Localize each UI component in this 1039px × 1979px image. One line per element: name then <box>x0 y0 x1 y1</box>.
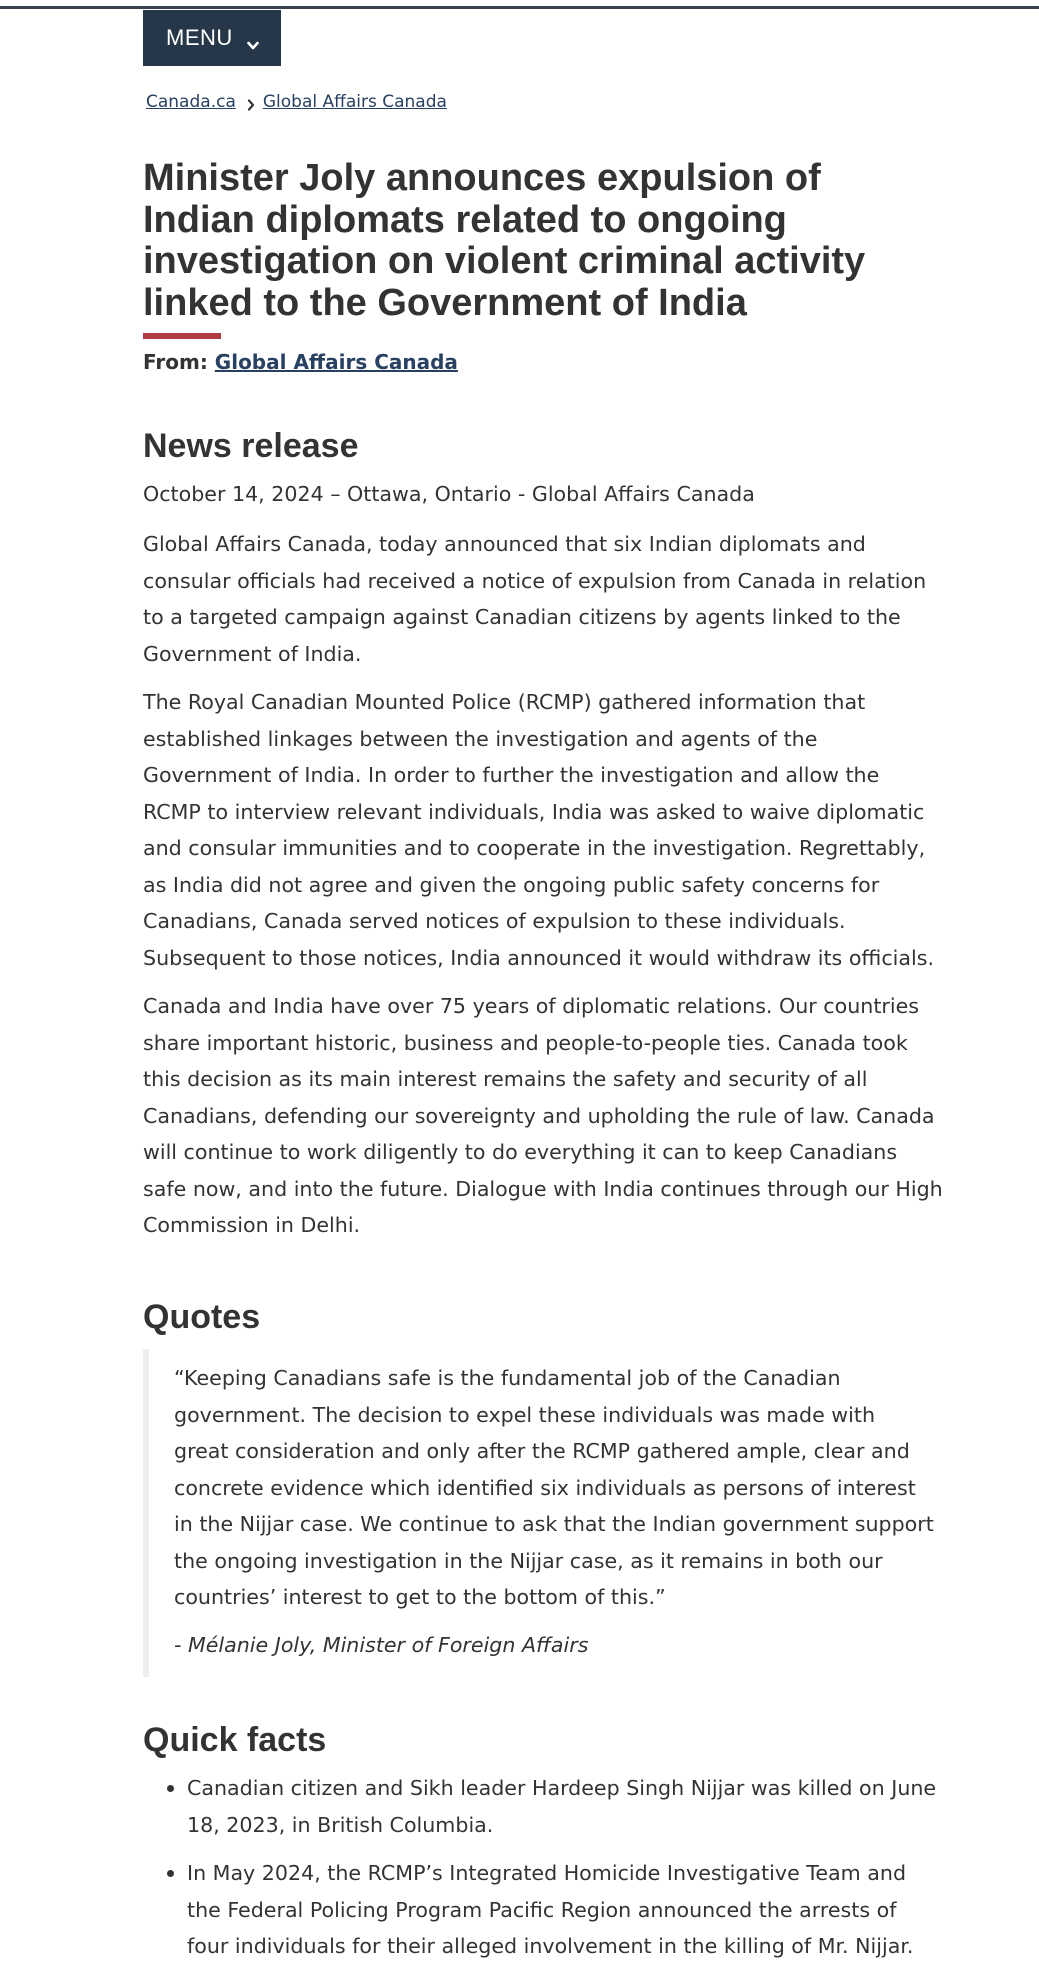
chevron-down-icon <box>247 31 257 41</box>
breadcrumb-link-canada[interactable]: Canada.ca <box>146 92 236 112</box>
page-title: Minister Joly announces expulsion of Indian diplomats related to ongoing investigation on violent criminal activity linked to the Government of India <box>143 157 866 324</box>
news-paragraph-1: Global Affairs Canada, today announced that six Indian diplomats and consular officials had received a notice of expulsion from Canada in relation to a targeted campaign against Canadian citizens by agents linked to the Government of India. <box>143 532 927 666</box>
fact-text: Canadian citizen and Sikh leader Hardeep Singh Nijjar was killed on June 18, 2023, in British Columbia. <box>187 1776 937 1837</box>
quote-text: “Keeping Canadians safe is the fundamental job of the Canadian government. The decision to expel these individuals was made with great consideration and only after the RCMP gathered ample, clear and concrete evidence which identified six individuals as persons of interest in the Nijjar case. We continue to ask that the Indian government support the ongoing investigation in the Nijjar case, as it remains in both our countries’ interest to get to the bottom of this.” <box>174 1366 934 1609</box>
news-paragraph-2: The Royal Canadian Mounted Police (RCMP) gathered information that established linkages between the investigation and agents of the Government of India. In order to further the investigation and allow the RCMP to interview relevant individuals, India was asked to waive diplomatic and consular immunities and to cooperate in the investigation. Regrettably, as India did not agree and given the ongoing public safety concerns for Canadians, Canada served notices of expulsion to these individuals. Subsequent to those notices, India announced it would withdraw its officials. <box>143 690 934 970</box>
list-item <box>143 1855 943 1965</box>
title-underline <box>143 333 221 339</box>
breadcrumb <box>146 92 447 112</box>
from-label: From: <box>143 350 208 374</box>
quick-facts-list <box>143 1770 943 1977</box>
quick-facts-heading: Quick facts <box>143 1721 327 1759</box>
menu-label: MENU <box>166 25 233 50</box>
dateline: October 14, 2024 – Ottawa, Ontario - Global Affairs Canada <box>143 482 755 506</box>
from-link[interactable]: Global Affairs Canada <box>214 350 458 374</box>
chevron-right-icon <box>247 96 255 108</box>
quotes-heading: Quotes <box>143 1298 261 1336</box>
bullet-icon <box>167 1785 174 1792</box>
from-line <box>143 350 458 374</box>
top-border <box>0 6 1039 9</box>
breadcrumb-link-global-affairs[interactable]: Global Affairs Canada <box>262 92 447 112</box>
list-item <box>143 1770 943 1843</box>
bullet-icon <box>167 1870 174 1877</box>
quote-attribution: - Mélanie Joly, Minister of Foreign Affairs <box>174 1633 589 1657</box>
fact-text: In May 2024, the RCMP’s Integrated Homicide Investigative Team and the Federal Policing Program Pacific Region announced the arrests of four individuals for their alleged involvement in the killing of Mr. Nijjar. <box>187 1861 914 1958</box>
news-release-heading: News release <box>143 427 359 465</box>
news-paragraph-3: Canada and India have over 75 years of diplomatic relations. Our countries share important historic, business and people-to-people ties. Canada took this decision as its main interest remains the safety and security of all Canadians, defending our sovereignty and upholding the rule of law. Canada will continue to work diligently to do everything it can to keep Canadians safe now, and into the future. Dialogue with India continues through our High Commission in Delhi. <box>143 994 943 1237</box>
menu-button[interactable] <box>143 10 281 66</box>
